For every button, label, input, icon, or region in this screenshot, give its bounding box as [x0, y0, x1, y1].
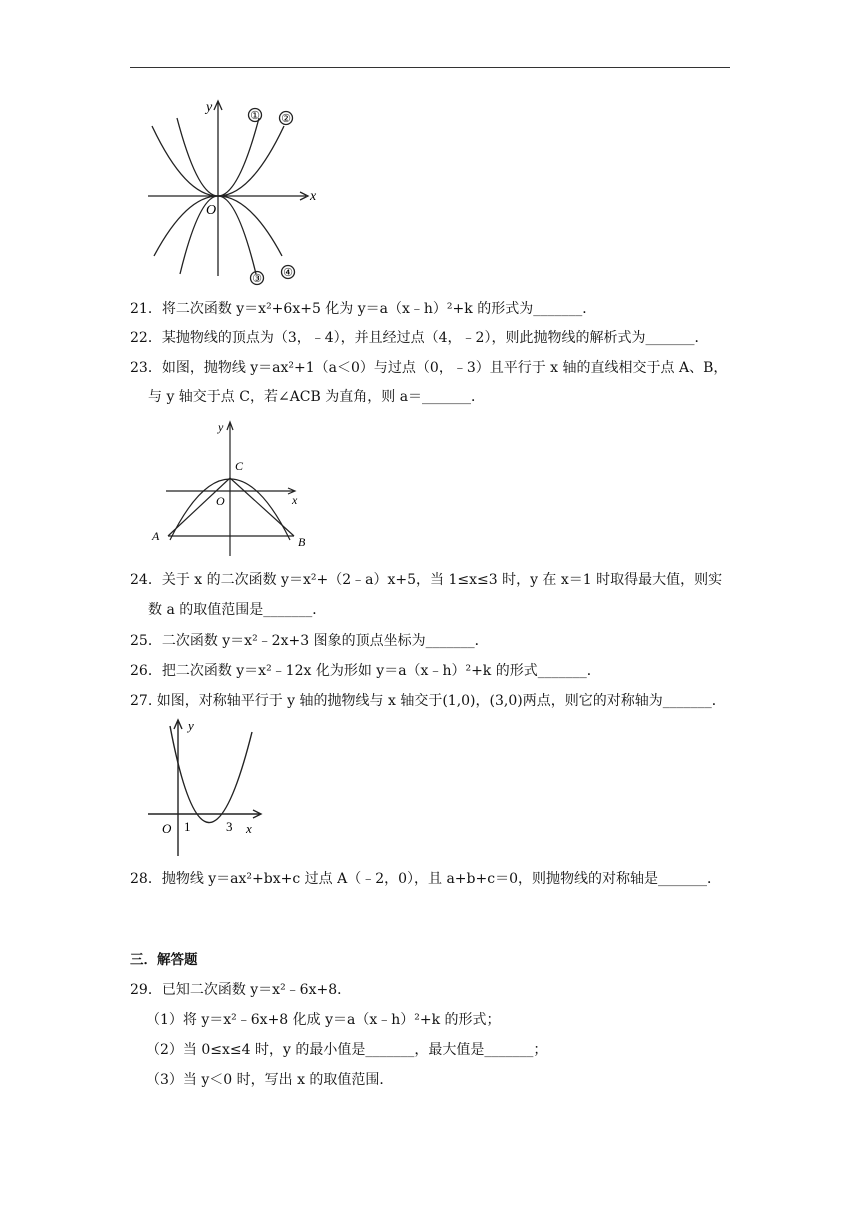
question-21: 21．将二次函数 y＝x²+6x+5 化为 y＝a（x﹣h）²+k 的形式为_______．: [130, 301, 597, 317]
figure-parabola-triangle: [146, 418, 316, 563]
label-4: ④: [283, 267, 293, 279]
x-axis-label: x: [292, 493, 298, 507]
question-29-part-1: （1）将 y＝x²﹣6x+8 化成 y＝a（x﹣h）²+k 的形式；: [146, 1012, 501, 1028]
label-2: ②: [281, 113, 291, 125]
origin-label: O: [216, 494, 225, 508]
header-rule: [130, 67, 730, 68]
point-c-label: C: [235, 459, 244, 473]
question-24-cont: 数 a 的取值范围是_______．: [148, 602, 327, 618]
x-axis-label: x: [310, 189, 317, 204]
question-23: 23．如图，抛物线 y＝ax²+1（a＜0）与过点（0，﹣3）且平行于 x 轴的直线相交于点 A、B，: [130, 360, 728, 376]
question-26: 26．把二次函数 y＝x²﹣12x 化为形如 y＝a（x﹣h）²+k 的形式_______．: [130, 663, 601, 679]
label-1: ①: [250, 110, 260, 122]
point-b-label: B: [298, 535, 306, 549]
y-axis-label: y: [206, 100, 213, 115]
question-29-part-2: （2）当 0≤x≤4 时，y 的最小值是_______，最大值是_______；: [146, 1042, 548, 1058]
question-25: 25．二次函数 y＝x²﹣2x+3 图象的顶点坐标为_______．: [130, 633, 489, 649]
question-22: 22．某抛物线的顶点为（3，﹣4），并且经过点（4，﹣2），则此抛物线的解析式为_______．: [130, 330, 709, 346]
figure-parabola-roots: [146, 716, 276, 861]
tick-1: 1: [184, 819, 191, 834]
section-heading: 三．解答题: [130, 952, 198, 968]
question-29-part-3: （3）当 y＜0 时，写出 x 的取值范围．: [146, 1072, 394, 1088]
question-24: 24．关于 x 的二次函数 y＝x²+（2﹣a）x+5，当 1≤x≤3 时，y 在 x＝1 时取得最大值，则实: [130, 572, 723, 588]
question-29: 29．已知二次函数 y＝x²﹣6x+8．: [130, 982, 352, 998]
origin-label: O: [162, 821, 172, 836]
label-3: ③: [252, 273, 262, 285]
origin-label: O: [206, 203, 217, 218]
figure-four-parabolas: [140, 96, 330, 286]
question-27: 27. 如图，对称轴平行于 y 轴的抛物线与 x 轴交于(1,0)，(3,0)两点，则它的对称轴为_______．: [130, 693, 726, 709]
y-axis-label: y: [218, 420, 224, 434]
question-23-cont: 与 y 轴交于点 C，若∠ACB 为直角，则 a＝_______．: [148, 389, 486, 405]
x-axis-label: x: [246, 821, 252, 836]
y-axis-label: y: [188, 718, 194, 733]
parabola: [170, 726, 252, 823]
question-28: 28．抛物线 y＝ax²+bx+c 过点 A（﹣2，0），且 a+b+c＝0，则抛物线的对称轴是_______．: [130, 871, 721, 887]
tick-3: 3: [226, 819, 233, 834]
point-a-label: A: [152, 529, 160, 543]
